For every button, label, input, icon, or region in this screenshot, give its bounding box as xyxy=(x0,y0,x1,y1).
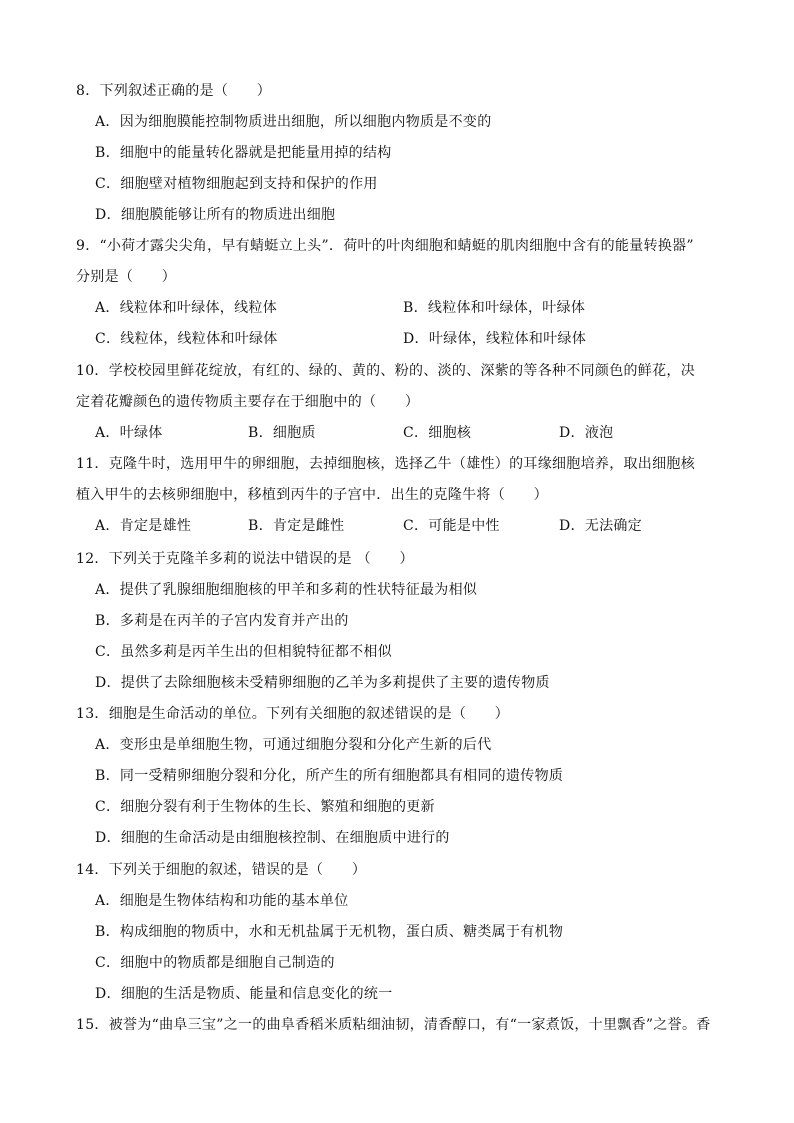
question-14-option-d: D．细胞的生活是物质、能量和信息变化的统一 xyxy=(95,986,393,1002)
question-12-stem: 12．下列关于克隆羊多莉的说法中错误的是 （ ） xyxy=(76,551,414,567)
question-9-stem-line2: 分别是（ ） xyxy=(76,269,177,285)
question-9-option-d: D．叶绿体，线粒体和叶绿体 xyxy=(403,331,587,347)
question-11-option-a: A．肯定是雄性 xyxy=(95,518,192,534)
question-9-stem-line1: 9．“小荷才露尖尖角，早有蜻蜓立上头”．荷叶的叶肉细胞和蜻蜓的肌肉细胞中含有的能量转换器” xyxy=(76,238,694,254)
question-8-option-a: A．因为细胞膜能控制物质进出细胞，所以细胞内物质是不变的 xyxy=(95,114,492,130)
question-12-option-b: B．多莉是在丙羊的子宫内发育并产出的 xyxy=(95,613,349,629)
question-11-stem-line2: 植入甲牛的去核卵细胞中，移植到丙牛的子宫中．出生的克隆牛将（ ） xyxy=(76,487,548,503)
question-11-stem-line1: 11．克隆牛时，选用甲牛的卵细胞，去掉细胞核，选择乙牛（雄性）的耳缘细胞培养，取出细胞核 xyxy=(76,456,696,472)
question-9-option-b: B．线粒体和叶绿体，叶绿体 xyxy=(403,300,586,316)
question-10-option-a: A．叶绿体 xyxy=(95,425,163,441)
question-13-stem: 13．细胞是生命活动的单位。下列有关细胞的叙述错误的是（ ） xyxy=(76,706,510,722)
question-11-option-c: C．可能是中性 xyxy=(403,518,500,534)
question-10-option-c: C．细胞核 xyxy=(403,425,472,441)
question-12-option-a: A．提供了乳腺细胞细胞核的甲羊和多莉的性状特征最为相似 xyxy=(95,582,478,598)
question-13-option-a: A．变形虫是单细胞生物，可通过细胞分裂和分化产生新的后代 xyxy=(95,737,492,753)
question-14-option-c: C．细胞中的物质都是细胞自己制造的 xyxy=(95,955,335,971)
question-8-option-d: D．细胞膜能够让所有的物质进出细胞 xyxy=(95,207,336,223)
question-10-option-d: D．液泡 xyxy=(559,425,614,441)
question-11-option-d: D．无法确定 xyxy=(559,518,643,534)
question-10-option-b: B．细胞质 xyxy=(248,425,316,441)
question-14-stem: 14．下列关于细胞的叙述，错误的是（ ） xyxy=(76,862,367,878)
question-13-option-c: C．细胞分裂有利于生物体的生长、繁殖和细胞的更新 xyxy=(95,799,435,815)
question-15-stem: 15．被誉为“曲阜三宝”之一的曲阜香稻米质粘细油韧，清香醇口，有“一家煮饭，十里飘香”之誉。香 xyxy=(76,1017,711,1033)
question-14-option-a: A．细胞是生物体结构和功能的基本单位 xyxy=(95,893,349,909)
question-13-option-b: B．同一受精卵细胞分裂和分化，所产生的所有细胞都具有相同的遗传物质 xyxy=(95,768,564,784)
question-12-option-c: C．虽然多莉是丙羊生出的但相貌特征都不相似 xyxy=(95,644,393,660)
question-14-option-b: B．构成细胞的物质中，水和无机盐属于无机物，蛋白质、糖类属于有机物 xyxy=(95,924,564,940)
question-10-stem-line2: 定着花瓣颜色的遗传物质主要存在于细胞中的（ ） xyxy=(76,394,420,410)
question-9-option-c: C．线粒体，线粒体和叶绿体 xyxy=(95,331,278,347)
question-8-stem: 8．下列叙述正确的是（ ） xyxy=(76,83,272,99)
question-11-option-b: B．肯定是雌性 xyxy=(248,518,345,534)
question-12-option-d: D．提供了去除细胞核未受精卵细胞的乙羊为多莉提供了主要的遗传物质 xyxy=(95,675,550,691)
question-10-stem-line1: 10．学校校园里鲜花绽放，有红的、绿的、黄的、粉的、淡的、深紫的等各种不同颜色的鲜花，决 xyxy=(76,363,696,379)
question-8-option-c: C．细胞壁对植物细胞起到支持和保护的作用 xyxy=(95,176,378,192)
question-9-option-a: A．线粒体和叶绿体，线粒体 xyxy=(95,300,278,316)
question-8-option-b: B．细胞中的能量转化器就是把能量用掉的结构 xyxy=(95,145,392,161)
question-13-option-d: D．细胞的生命活动是由细胞核控制、在细胞质中进行的 xyxy=(95,830,450,846)
